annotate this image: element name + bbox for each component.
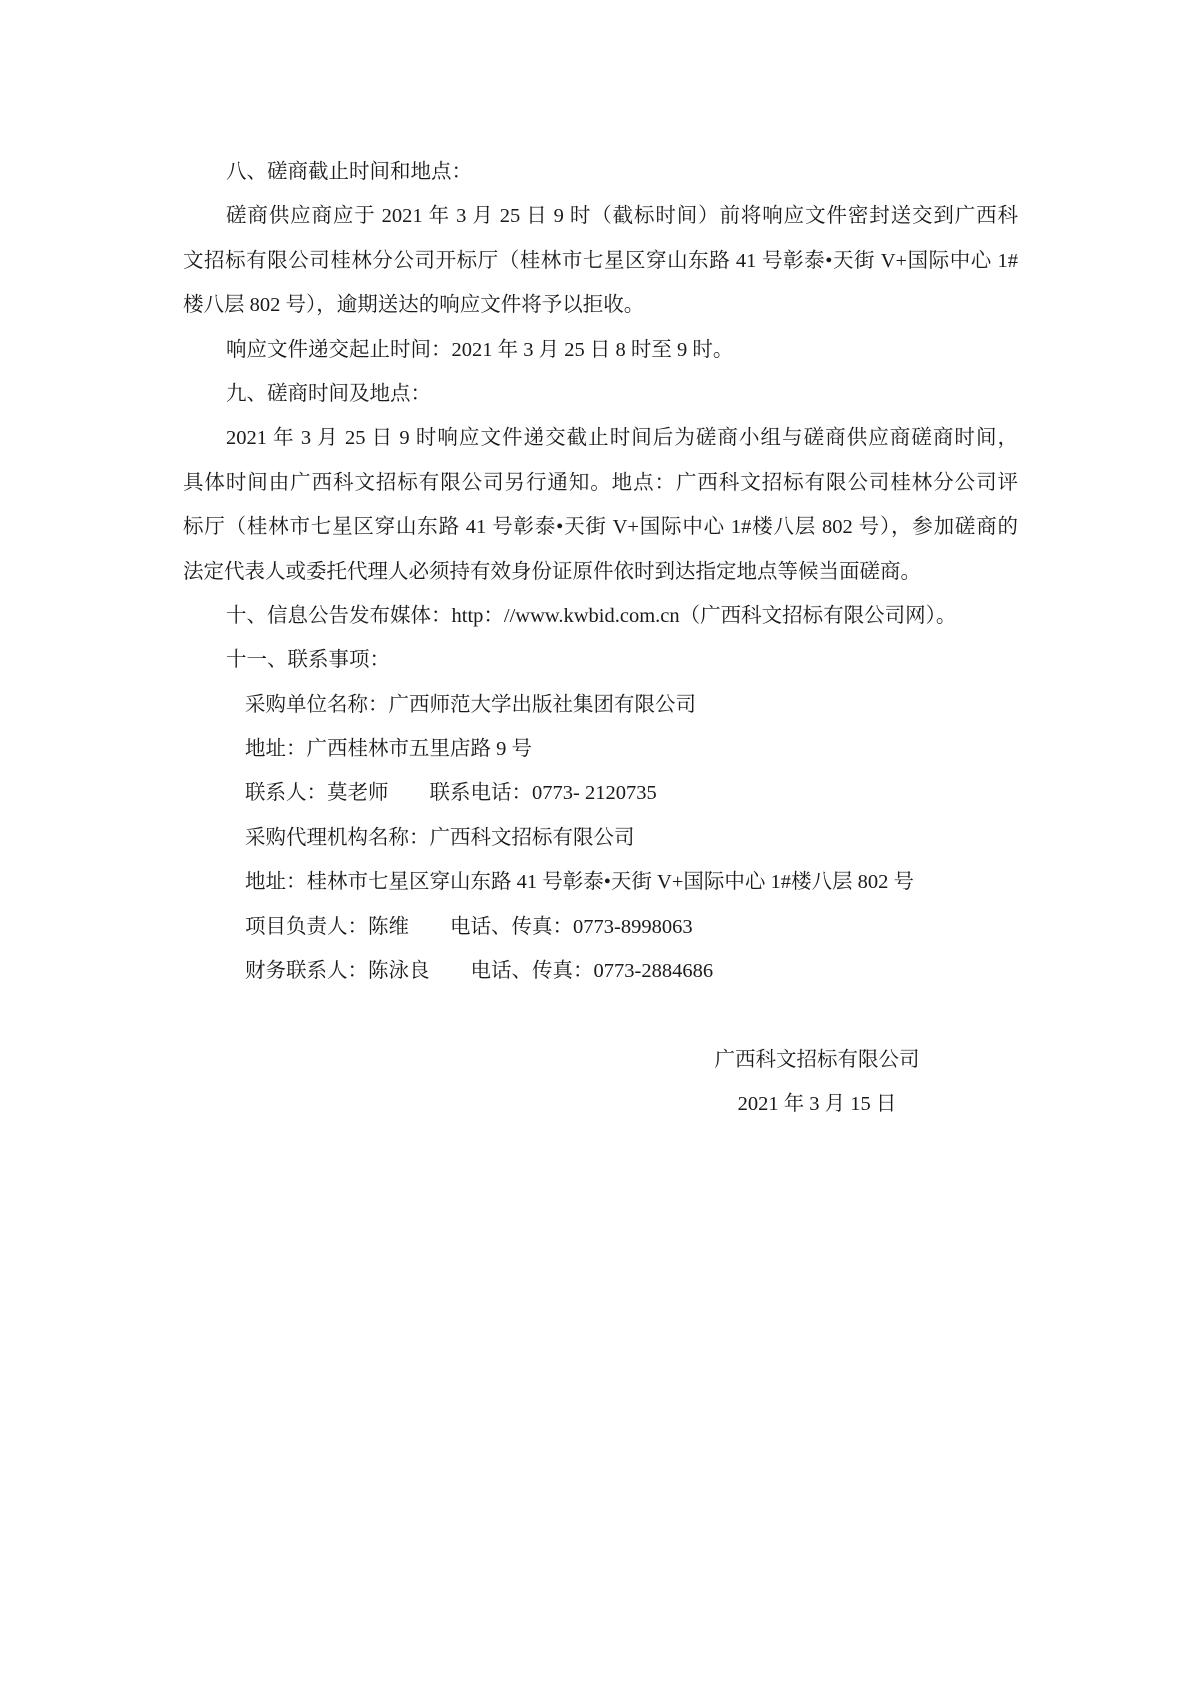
text-line: 响应文件递交起止时间：2021 年 3 月 25 日 8 时至 9 时。: [226, 338, 734, 361]
signature-company: 广西科文招标有限公司: [714, 1049, 920, 1071]
signature-date: 2021 年 3 月 15 日: [737, 1093, 897, 1116]
text-line: 磋商供应商应于 2021 年 3 月 25 日 9 时（截标时间）前将响应文件密封送交到广西科: [226, 205, 1018, 228]
signature-block: [617, 1038, 1017, 1127]
text-line: 联系人：莫老师 联系电话：0773- 2120735: [245, 782, 657, 805]
text-line: 九、磋商时间及地点：: [226, 382, 431, 405]
text-line: 采购代理机构名称：广西科文招标有限公司: [245, 826, 635, 849]
text-line: 十、信息公告发布媒体：http：//www.kwbid.com.cn（广西科文招标有限公司网）。: [226, 604, 957, 627]
document-body: [183, 150, 1018, 993]
text-line: 采购单位名称：广西师范大学出版社集团有限公司: [245, 693, 696, 716]
text-line: 文招标有限公司桂林分公司开标厅（桂林市七星区穿山东路 41 号彰泰•天街 V+国际中心 1#: [183, 249, 1018, 272]
text-line: 财务联系人：陈泳良 电话、传真：0773-2884686: [245, 960, 714, 983]
text-line: 法定代表人或委托代理人必须持有效身份证原件依时到达指定地点等候当面磋商。: [183, 560, 921, 583]
text-line: 地址：广西桂林市五里店路 9 号: [245, 738, 532, 761]
text-line: 十一、联系事项：: [226, 649, 390, 672]
text-line: 地址：桂林市七星区穿山东路 41 号彰泰•天街 V+国际中心 1#楼八层 802 号: [245, 871, 915, 894]
text-line: 标厅（桂林市七星区穿山东路 41 号彰泰•天街 V+国际中心 1#楼八层 802 号），参加磋商的: [183, 516, 1018, 539]
text-line: 项目负责人：陈维 电话、传真：0773-8998063: [245, 915, 693, 938]
text-line: 八、磋商截止时间和地点：: [226, 161, 472, 183]
text-line: 2021 年 3 月 25 日 9 时响应文件递交截止时间后为磋商小组与磋商供应商磋商时间，: [226, 427, 1018, 450]
text-line: 具体时间由广西科文招标有限公司另行通知。地点：广西科文招标有限公司桂林分公司评: [183, 471, 1018, 494]
text-line: 楼八层 802 号），逾期送达的响应文件将予以拒收。: [183, 294, 645, 317]
